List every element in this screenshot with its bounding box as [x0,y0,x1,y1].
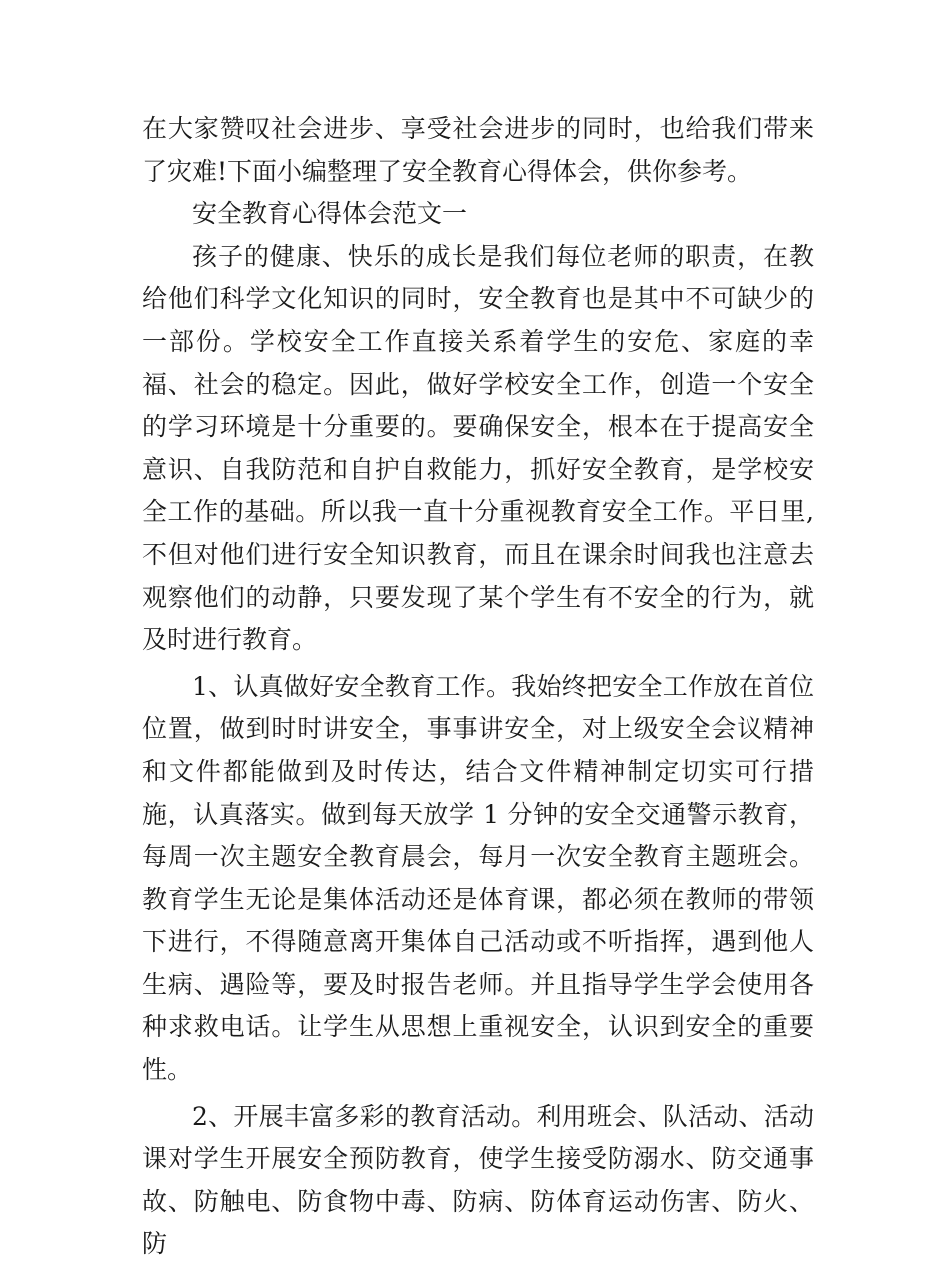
point-2-paragraph: 2、开展丰富多彩的教育活动。利用班会、队活动、活动课对学生开展安全预防教育，使学生接受防溺水、防交通事故、防触电、防食物中毒、防病、防体育运动伤害、防火、防 [142,1101,814,1259]
intro-paragraph: 在大家赞叹社会进步、享受社会进步的同时，也给我们带来了灾难!下面小编整理了安全教育心得体会，供你参考。 [142,114,814,186]
point-1-paragraph: 1、认真做好安全教育工作。我始终把安全工作放在首位位置，做到时时讲安全，事事讲安全，对上级安全会议精神和文件都能做到及时传达，结合文件精神制定切实可行措施，认真落实。做到每天放学 1 分钟的安全交通警示教育，每周一次主题安全教育晨会，每月一次安全教育主题班会。教育学生无论是集体活动还是体育课，都必须在教师的带领下进行，不得随意离开集体自己活动或不听指挥，遇到他人生病、遇险等，要及时报告老师。并且指导学生学会使用各种求救电话。让学生从思想上重视安全，认识到安全的重要性。 [142,671,814,1085]
document-body [142,108,814,1266]
section-title: 安全教育心得体会范文一 [192,199,468,229]
body-paragraph: 孩子的健康、快乐的成长是我们每位老师的职责，在教给他们科学文化知识的同时，安全教育也是其中不可缺少的一部份。学校安全工作直接关系着学生的安危、家庭的幸福、社会的稳定。因此，做好学校安全工作，创造一个安全的学习环境是十分重要的。要确保安全，根本在于提高安全意识、自我防范和自护自救能力，抓好安全教育，是学校安全工作的基础。所以我一直十分重视教育安全工作。平日里,不但对他们进行安全知识教育，而且在课余时间我也注意去观察他们的动静，只要发现了某个学生有不安全的行为，就及时进行教育。 [142,241,814,655]
